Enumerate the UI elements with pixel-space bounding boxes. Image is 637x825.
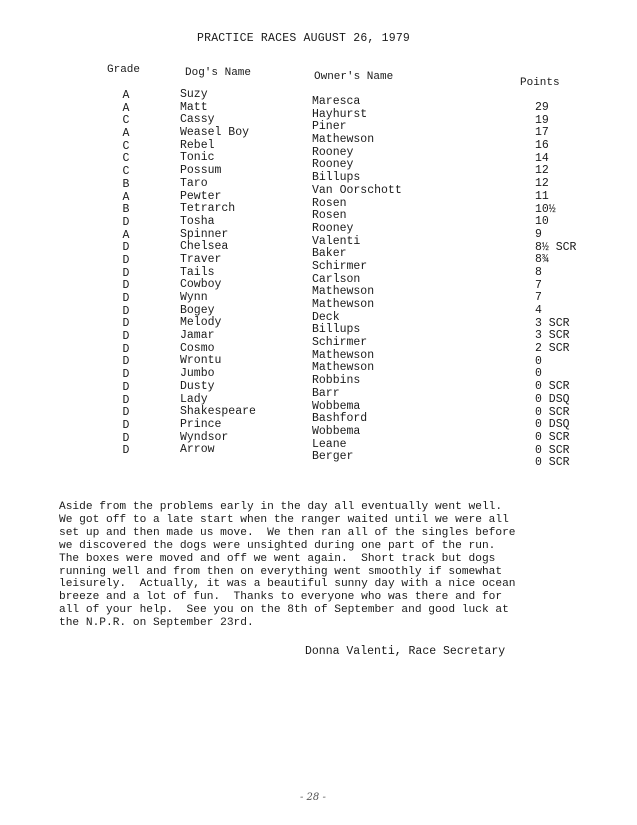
owner-name-cell: Mathewson xyxy=(312,285,375,299)
points-cell: 0 SCR xyxy=(535,405,570,419)
points-cell: 0 xyxy=(535,367,542,381)
dog-name-cell: Chelsea xyxy=(180,240,229,254)
owner-name-cell: Baker xyxy=(312,247,347,261)
points-cell: 19 xyxy=(535,113,549,127)
signature: Donna Valenti, Race Secretary xyxy=(305,645,506,658)
points-cell: 8¾ xyxy=(535,253,549,267)
dog-name-cell: Arrow xyxy=(180,443,215,457)
owner-name-cell: Rooney xyxy=(312,145,354,159)
dog-name-cell: Weasel Boy xyxy=(180,126,250,140)
grade-cell: D xyxy=(122,368,130,382)
owner-name-cell: Rooney xyxy=(312,158,354,172)
paragraph-line: set up and then made us move. We then ran all of the singles before xyxy=(59,526,516,539)
grade-cell: D xyxy=(122,418,130,432)
points-cell: 0 SCR xyxy=(535,430,570,444)
dog-name-cell: Wyndsor xyxy=(180,430,229,444)
grade-cell: C xyxy=(122,114,130,128)
owner-name-cell: Rooney xyxy=(312,221,354,235)
grade-column xyxy=(119,90,133,458)
paragraph-line: The boxes were moved and off we went again. Short track but dogs xyxy=(59,552,496,565)
dog-name-cell: Wynn xyxy=(180,291,208,304)
page-number: - 28 - xyxy=(300,792,326,803)
owner-name-cell: Berger xyxy=(312,450,354,464)
owner-name-cell: Robbins xyxy=(312,374,361,388)
points-cell: 8½ SCR xyxy=(535,240,577,254)
grade-cell: D xyxy=(122,292,130,305)
paragraph-line: all of your help. See you on the 8th of September and good luck at xyxy=(59,604,509,617)
points-cell: 12 xyxy=(535,164,549,178)
owner-name-cell: Wobbema xyxy=(312,399,361,413)
points-cell: 0 SCR xyxy=(535,443,570,457)
header-dog-name: Dog's Name xyxy=(185,67,252,79)
owner-name-cell: Leane xyxy=(312,437,347,451)
dog-name-cell: Matt xyxy=(180,100,208,114)
grade-cell: D xyxy=(122,279,130,293)
header-owner-name: Owner's Name xyxy=(314,71,394,83)
dog-name-cell: Spinner xyxy=(180,227,229,241)
grade-cell: A xyxy=(122,228,130,242)
owner-name-cell: Rosen xyxy=(312,196,347,210)
dog-name-column xyxy=(180,89,256,457)
points-cell: 14 xyxy=(535,151,549,165)
points-cell: 0 SCR xyxy=(535,456,570,470)
owner-name-cell: Mathewson xyxy=(312,133,375,147)
points-cell: 0 xyxy=(535,354,542,368)
dog-name-cell: Cosmo xyxy=(180,341,215,355)
owner-name-cell: Barr xyxy=(312,386,340,400)
owner-name-cell: Carlson xyxy=(312,272,361,286)
grade-cell: D xyxy=(122,380,130,394)
race-report-paragraph xyxy=(59,501,579,630)
grade-cell: D xyxy=(122,304,130,318)
header-grade: Grade xyxy=(107,64,141,76)
owner-name-cell: Rosen xyxy=(312,209,347,223)
owner-name-cell: Billups xyxy=(312,171,361,185)
points-cell: 17 xyxy=(535,126,549,140)
dog-name-cell: Cowboy xyxy=(180,278,222,292)
dog-name-cell: Lady xyxy=(180,392,208,406)
dog-name-cell: Shakespeare xyxy=(180,405,256,419)
dog-name-cell: Cassy xyxy=(180,113,215,127)
dog-name-cell: Wrontu xyxy=(180,354,222,368)
grade-cell: D xyxy=(122,406,130,420)
grade-cell: A xyxy=(122,101,130,115)
grade-cell: D xyxy=(122,266,130,280)
paragraph-line: running well and from then on everything went smoothly if somewhat xyxy=(59,565,503,578)
dog-name-cell: Prince xyxy=(180,417,222,431)
grade-cell: A xyxy=(122,190,130,204)
points-column xyxy=(535,102,576,470)
grade-cell: D xyxy=(122,253,130,267)
owner-name-cell: Valenti xyxy=(312,234,361,248)
paragraph-line: breeze and a lot of fun. Thanks to everyone who was there and for xyxy=(59,591,503,604)
owner-name-cell: Piner xyxy=(312,120,347,134)
dog-name-cell: Possum xyxy=(180,164,222,178)
dog-name-cell: Jamar xyxy=(180,329,215,343)
points-cell: 9 xyxy=(535,227,542,241)
grade-cell: D xyxy=(122,241,130,255)
owner-name-cell: Mathewson xyxy=(312,348,375,362)
grade-cell: C xyxy=(122,165,130,179)
paragraph-line: leisurely. Actually, it was a beautiful sunny day with a nice ocean xyxy=(59,578,516,591)
dog-name-cell: Jumbo xyxy=(180,367,215,381)
grade-cell: C xyxy=(122,139,130,153)
owner-name-cell: Wobbema xyxy=(312,424,361,438)
points-cell: 11 xyxy=(535,189,549,203)
points-cell: 16 xyxy=(535,139,549,153)
paragraph-line: the N.P.R. on September 23rd. xyxy=(59,617,254,630)
page-title: PRACTICE RACES AUGUST 26, 1979 xyxy=(197,32,411,45)
points-cell: 0 DSQ xyxy=(535,418,570,432)
paragraph-line: we discovered the dogs were unsighted during one part of the run. xyxy=(59,539,496,552)
owner-name-column xyxy=(312,96,402,464)
owner-name-cell: Schirmer xyxy=(312,259,368,273)
owner-name-cell: Billups xyxy=(312,323,361,337)
points-cell: 7 xyxy=(535,278,542,292)
dog-name-cell: Bogey xyxy=(180,303,215,317)
paragraph-line: Aside from the problems early in the day all eventually went well. xyxy=(59,501,503,513)
dog-name-cell: Rebel xyxy=(180,138,215,152)
grade-cell: D xyxy=(122,215,130,229)
owner-name-cell: Deck xyxy=(312,310,340,324)
points-cell: 4 xyxy=(535,304,542,317)
dog-name-cell: Tosha xyxy=(180,214,215,228)
points-cell: 0 SCR xyxy=(535,380,570,394)
owner-name-cell: Hayhurst xyxy=(312,107,368,121)
points-cell: 7 xyxy=(535,291,542,305)
grade-cell: A xyxy=(122,127,130,141)
dog-name-cell: Tetrarch xyxy=(180,202,236,216)
owner-name-cell: Maresca xyxy=(312,95,361,108)
grade-cell: D xyxy=(122,342,130,356)
grade-cell: A xyxy=(122,89,130,102)
points-cell: 10 xyxy=(535,215,549,229)
points-cell: 3 SCR xyxy=(535,316,570,330)
grade-cell: D xyxy=(122,355,130,369)
points-cell: 12 xyxy=(535,177,549,191)
dog-name-cell: Pewter xyxy=(180,189,222,203)
owner-name-cell: Mathewson xyxy=(312,361,375,375)
paragraph-line: We got off to a late start when the ranger waited until we were all xyxy=(59,513,509,526)
grade-cell: C xyxy=(122,152,130,166)
dog-name-cell: Tails xyxy=(180,265,215,279)
points-cell: 3 SCR xyxy=(535,329,570,343)
grade-cell: D xyxy=(122,330,130,344)
dog-name-cell: Dusty xyxy=(180,379,215,393)
owner-name-cell: Bashford xyxy=(312,412,368,426)
dog-name-cell: Taro xyxy=(180,176,208,190)
points-cell: 29 xyxy=(535,101,549,114)
dog-name-cell: Tonic xyxy=(180,151,215,165)
header-points: Points xyxy=(520,77,560,89)
points-cell: 10½ xyxy=(535,202,556,216)
dog-name-cell: Traver xyxy=(180,252,222,266)
points-cell: 8 xyxy=(535,265,542,279)
grade-cell: D xyxy=(122,444,130,458)
owner-name-cell: Schirmer xyxy=(312,336,368,350)
owner-name-cell: Mathewson xyxy=(312,298,375,311)
grade-cell: D xyxy=(122,431,130,445)
owner-name-cell: Van Oorschott xyxy=(312,183,402,197)
points-cell: 0 DSQ xyxy=(535,392,570,406)
grade-cell: B xyxy=(122,203,130,217)
grade-cell: D xyxy=(122,393,130,407)
dog-name-cell: Melody xyxy=(180,316,222,330)
points-cell: 2 SCR xyxy=(535,342,570,356)
dog-name-cell: Suzy xyxy=(180,88,208,101)
grade-cell: D xyxy=(122,317,130,331)
grade-cell: B xyxy=(122,177,130,191)
